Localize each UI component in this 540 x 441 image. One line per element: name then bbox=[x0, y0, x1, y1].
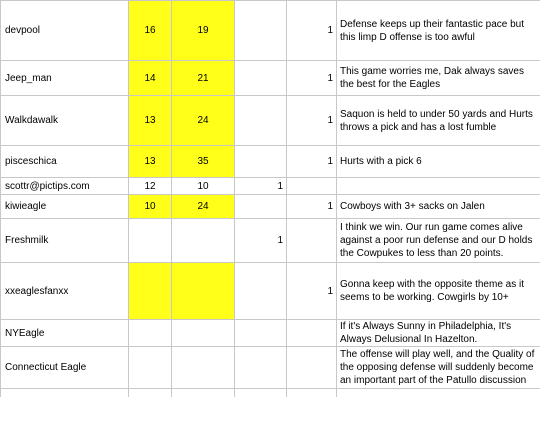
pick-flag-cell[interactable] bbox=[235, 96, 287, 146]
name-cell[interactable]: xxeaglesfanxx bbox=[1, 263, 129, 320]
table-row bbox=[1, 263, 540, 320]
score-b-cell[interactable] bbox=[172, 263, 235, 320]
comment-cell[interactable]: Cowboys with 3+ sacks on Jalen bbox=[337, 195, 540, 219]
table-row bbox=[1, 96, 540, 146]
score-b-cell[interactable] bbox=[172, 320, 235, 347]
pick-flag-cell[interactable] bbox=[235, 195, 287, 219]
empty-cell[interactable] bbox=[235, 389, 287, 397]
name-cell[interactable]: scottr@pictips.com bbox=[1, 178, 129, 195]
name-cell[interactable]: kiwieagle bbox=[1, 195, 129, 219]
pick-count-cell[interactable] bbox=[287, 219, 337, 263]
pick-flag-cell[interactable]: 1 bbox=[235, 219, 287, 263]
table-row bbox=[1, 347, 540, 389]
table-row-empty bbox=[1, 389, 540, 397]
score-b-cell[interactable]: 24 bbox=[172, 195, 235, 219]
name-cell[interactable]: Freshmilk bbox=[1, 219, 129, 263]
pick-count-cell[interactable]: 1 bbox=[287, 195, 337, 219]
empty-cell[interactable] bbox=[1, 389, 129, 397]
name-cell[interactable]: pisceschica bbox=[1, 146, 129, 178]
comment-cell[interactable]: Hurts with a pick 6 bbox=[337, 146, 540, 178]
score-b-cell[interactable] bbox=[172, 219, 235, 263]
comment-cell[interactable]: Saquon is held to under 50 yards and Hurts throws a pick and has a lost fumble bbox=[337, 96, 540, 146]
table-row bbox=[1, 195, 540, 219]
name-cell[interactable]: NYEagle bbox=[1, 320, 129, 347]
pick-count-cell[interactable]: 1 bbox=[287, 1, 337, 61]
pick-flag-cell[interactable] bbox=[235, 1, 287, 61]
score-a-cell[interactable]: 12 bbox=[129, 178, 172, 195]
table-row bbox=[1, 178, 540, 195]
pick-count-cell[interactable]: 1 bbox=[287, 96, 337, 146]
score-a-cell[interactable] bbox=[129, 219, 172, 263]
table-row bbox=[1, 1, 540, 61]
empty-cell[interactable] bbox=[129, 389, 172, 397]
table-row bbox=[1, 219, 540, 263]
score-a-cell[interactable]: 13 bbox=[129, 96, 172, 146]
pick-count-cell[interactable] bbox=[287, 178, 337, 195]
pick-flag-cell[interactable] bbox=[235, 146, 287, 178]
empty-cell[interactable] bbox=[172, 389, 235, 397]
comment-cell[interactable]: I think we win. Our run game comes alive against a poor run defense and our D holds the Cowpukes to less than 20 points. bbox=[337, 219, 540, 263]
name-cell[interactable]: Walkdawalk bbox=[1, 96, 129, 146]
pick-count-cell[interactable] bbox=[287, 320, 337, 347]
table-row bbox=[1, 146, 540, 178]
comment-cell[interactable]: The offense will play well, and the Quality of the opposing defense will suddenly become an important part of the Patullo discussion bbox=[337, 347, 540, 389]
score-a-cell[interactable]: 16 bbox=[129, 1, 172, 61]
score-a-cell[interactable]: 14 bbox=[129, 61, 172, 96]
name-cell[interactable]: Connecticut Eagle bbox=[1, 347, 129, 389]
score-b-cell[interactable]: 24 bbox=[172, 96, 235, 146]
table-row bbox=[1, 320, 540, 347]
comment-cell[interactable]: If it's Always Sunny in Philadelphia, It's Always Delusional In Hazelton. bbox=[337, 320, 540, 347]
score-a-cell[interactable]: 13 bbox=[129, 146, 172, 178]
pick-count-cell[interactable]: 1 bbox=[287, 61, 337, 96]
pick-flag-cell[interactable]: 1 bbox=[235, 178, 287, 195]
score-b-cell[interactable]: 21 bbox=[172, 61, 235, 96]
score-b-cell[interactable] bbox=[172, 347, 235, 389]
pick-count-cell[interactable]: 1 bbox=[287, 146, 337, 178]
comment-cell[interactable]: This game worries me, Dak always saves the best for the Eagles bbox=[337, 61, 540, 96]
score-a-cell[interactable] bbox=[129, 320, 172, 347]
comment-cell[interactable]: Defense keeps up their fantastic pace but this limp D offense is too awful bbox=[337, 1, 540, 61]
pick-flag-cell[interactable] bbox=[235, 347, 287, 389]
score-b-cell[interactable]: 10 bbox=[172, 178, 235, 195]
pick-flag-cell[interactable] bbox=[235, 61, 287, 96]
pick-flag-cell[interactable] bbox=[235, 320, 287, 347]
score-b-cell[interactable]: 35 bbox=[172, 146, 235, 178]
comment-cell[interactable]: Gonna keep with the opposite theme as it seems to be working. Cowgirls by 10+ bbox=[337, 263, 540, 320]
score-a-cell[interactable] bbox=[129, 263, 172, 320]
score-b-cell[interactable]: 19 bbox=[172, 1, 235, 61]
score-a-cell[interactable]: 10 bbox=[129, 195, 172, 219]
empty-cell[interactable] bbox=[337, 389, 540, 397]
pick-count-cell[interactable]: 1 bbox=[287, 263, 337, 320]
name-cell[interactable]: devpool bbox=[1, 1, 129, 61]
comment-cell[interactable] bbox=[337, 178, 540, 195]
pick-flag-cell[interactable] bbox=[235, 263, 287, 320]
score-a-cell[interactable] bbox=[129, 347, 172, 389]
empty-cell[interactable] bbox=[287, 389, 337, 397]
table-row bbox=[1, 61, 540, 96]
name-cell[interactable]: Jeep_man bbox=[1, 61, 129, 96]
pick-count-cell[interactable] bbox=[287, 347, 337, 389]
